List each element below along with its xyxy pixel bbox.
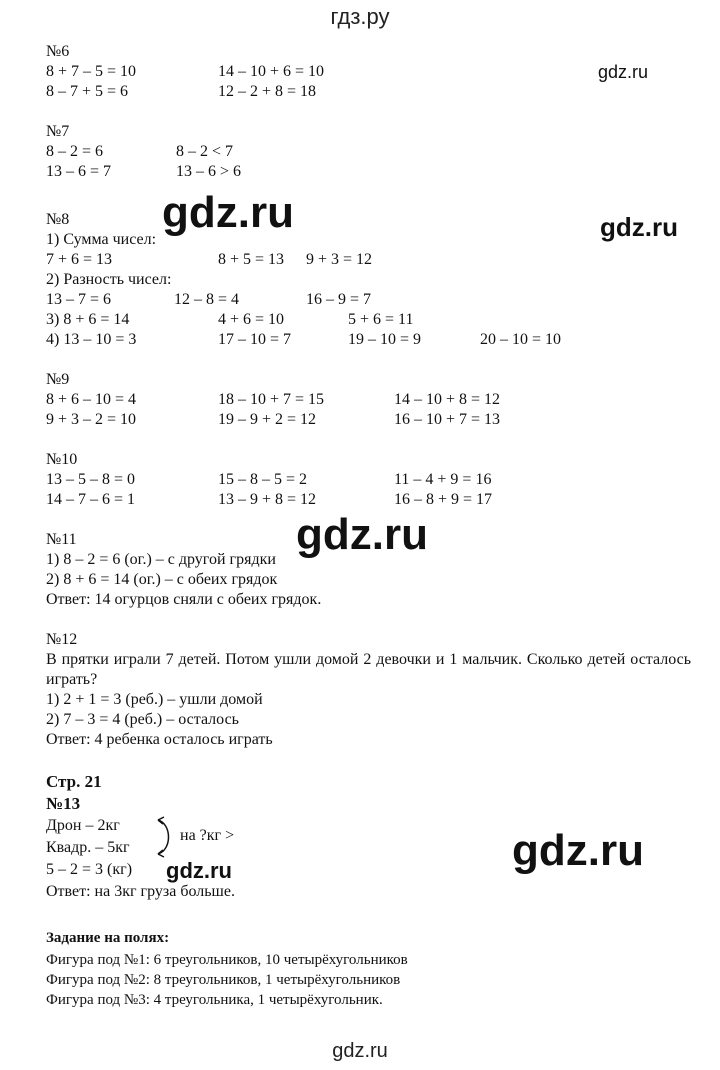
task-11-title: №11 [46,531,77,548]
margin-task-line: Фигура под №3: 4 треугольника, 1 четырёхугольник. [46,992,383,1008]
task-8-title: №8 [46,211,70,228]
equation: 8 – 2 < 7 [176,143,234,160]
watermark: gdz.ru [162,188,294,237]
solution-line: 1) 2 + 1 = 3 (реб.) – ушли домой [46,691,263,708]
equation: 16 – 9 = 7 [306,291,372,308]
equation: 13 – 6 > 6 [176,163,242,180]
equation: 13 – 6 = 7 [46,163,112,180]
margin-task-line: Фигура под №2: 8 треугольников, 1 четырёхугольников [46,972,401,988]
equation: 5 + 6 = 11 [348,311,414,328]
margin-task-title: Задание на полях: [46,930,170,946]
equation: 7 + 6 = 13 [46,251,113,268]
equation: 8 – 7 + 5 = 6 [46,83,129,100]
equation: 20 – 10 = 10 [480,331,562,348]
equation: 12 – 8 = 4 [174,291,240,308]
watermark: gdz.ru [296,510,428,559]
task-10-title: №10 [46,451,78,468]
margin-task-line: Фигура под №1: 6 треугольников, 10 четырёхугольников [46,952,408,968]
condition-line: Дрон – 2кг [46,817,120,834]
equation: 8 + 6 – 10 = 4 [46,391,137,408]
comparison-note: на ?кг > [180,827,235,844]
task-9-title: №9 [46,371,70,388]
equation: 13 – 7 = 6 [46,291,112,308]
equation: 9 + 3 – 2 = 10 [46,411,137,428]
task-13-title: №13 [46,794,81,813]
condition-line: Квадр. – 5кг [46,839,130,856]
equation: 13 – 5 – 8 = 0 [46,471,136,488]
watermark: gdz.ru [512,826,644,875]
equation: 4 + 6 = 10 [218,311,285,328]
equation: 3) 8 + 6 = 14 [46,311,130,328]
solution-line: 1) 8 – 2 = 6 (ог.) – с другой грядки [46,551,276,568]
page-heading: Стр. 21 [46,772,102,791]
equation: 8 + 7 – 5 = 10 [46,63,137,80]
equation: 15 – 8 – 5 = 2 [218,471,308,488]
answer-line: Ответ: 14 огурцов сняли с обеих грядок. [46,591,322,608]
equation: 8 – 2 = 6 [46,143,104,160]
site-footer: gdz.ru [332,1040,388,1062]
equation: 16 – 10 + 7 = 13 [394,411,501,428]
answer-line: Ответ: 4 ребенка осталось играть [46,731,273,748]
equation: 11 – 4 + 9 = 16 [394,471,492,488]
equation: 9 + 3 = 12 [306,251,373,268]
solution-line: 5 – 2 = 3 (кг) [46,861,133,878]
equation: 14 – 10 + 6 = 10 [218,63,325,80]
solution-line: 2) 8 + 6 = 14 (ог.) – с обеих грядок [46,571,278,588]
answer-line: Ответ: на 3кг груза больше. [46,883,235,900]
task-7-title: №7 [46,123,70,140]
task-12-title: №12 [46,631,78,648]
equation: 14 – 10 + 8 = 12 [394,391,501,408]
equation: 13 – 9 + 8 = 12 [218,491,317,508]
task-6-title: №6 [46,43,70,60]
site-header: гдз.ру [330,4,390,29]
comparison-brace-icon [152,814,180,860]
equation: 14 – 7 – 6 = 1 [46,491,136,508]
watermark: gdz.ru [166,858,232,883]
task-12-text: В прятки играли 7 детей. Потом ушли домой 2 девочки и 1 мальчик. Сколько детей осталось играть? [46,651,691,688]
equation: 16 – 8 + 9 = 17 [394,491,493,508]
watermark: gdz.ru [600,212,678,242]
equation: 17 – 10 = 7 [218,331,292,348]
equation: 19 – 9 + 2 = 12 [218,411,317,428]
equation: 18 – 10 + 7 = 15 [218,391,325,408]
equation: 4) 13 – 10 = 3 [46,331,137,348]
equation: 8 + 5 = 13 [218,251,285,268]
task-8-label-sum: 1) Сумма чисел: [46,231,157,248]
solution-line: 2) 7 – 3 = 4 (реб.) – осталось [46,711,239,728]
task-8-label-diff: 2) Разность чисел: [46,271,172,288]
watermark: gdz.ru [598,62,649,82]
equation: 19 – 10 = 9 [348,331,422,348]
equation: 12 – 2 + 8 = 18 [218,83,317,100]
